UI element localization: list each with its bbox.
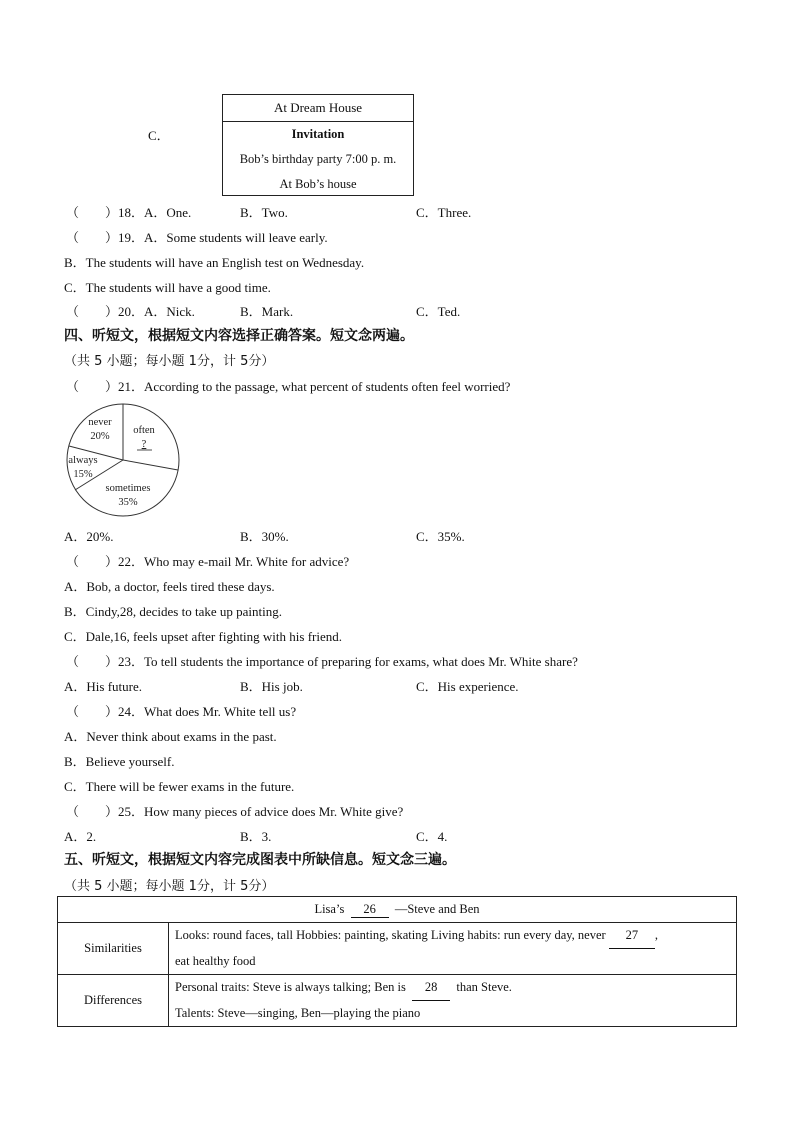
invitation-card bbox=[222, 94, 414, 196]
invitation-header: At Dream House bbox=[223, 95, 413, 122]
differences-label: Differences bbox=[58, 975, 169, 1027]
q23-option-c: C．His experience. bbox=[416, 679, 519, 694]
q21-option-b: B．30%. bbox=[240, 529, 289, 544]
differences-text-c: Talents: Steve—singing, Ben—playing the piano bbox=[175, 1006, 421, 1020]
q24-option-b: B．Believe yourself. bbox=[64, 754, 175, 769]
q18-option-c: C．Three. bbox=[416, 205, 472, 220]
pie-label-often: often bbox=[133, 425, 155, 436]
differences-text-a: Personal traits: Steve is always talking; Ben is bbox=[175, 980, 406, 994]
differences-content bbox=[169, 975, 737, 1027]
table-row-similarities bbox=[58, 923, 737, 975]
q24-stem: （ ）24．What does Mr. White tell us? bbox=[66, 704, 297, 719]
section4-title: 四、听短文，根据短文内容选择正确答案。短文念两遍。 bbox=[64, 328, 414, 344]
similarities-content: Looks: round faces, tall Hobbies: painting, skating Living habits: run every day, never 27 , eat healthy food bbox=[169, 923, 737, 975]
similarities-label: Similarities bbox=[58, 923, 169, 975]
q23-option-b: B．His job. bbox=[240, 679, 303, 694]
q22-option-a: A．Bob, a doctor, feels tired these days. bbox=[64, 579, 275, 594]
q18-option-b: B．Two. bbox=[240, 205, 288, 220]
q22-option-b: B．Cindy,28, decides to take up painting. bbox=[64, 604, 282, 619]
pie-value-often: ? bbox=[141, 439, 147, 450]
table-header-pre: Lisa’s bbox=[314, 901, 345, 916]
section5-title: 五、听短文，根据短文内容完成图表中所缺信息。短文念三遍。 bbox=[64, 852, 456, 868]
similarities-text-b: eat healthy food bbox=[175, 954, 256, 968]
pie-value-sometimes: 35% bbox=[118, 497, 138, 508]
invitation-line2: At Bob’s house bbox=[279, 177, 357, 191]
differences-text-b: than Steve. bbox=[456, 980, 512, 994]
q22-option-c: C．Dale,16, feels upset after fighting with his friend. bbox=[64, 629, 342, 644]
section5-subtitle: （共 5 小题；每小题 1分，计 5分） bbox=[64, 879, 275, 894]
q24-option-c: C．There will be fewer exams in the future. bbox=[64, 779, 295, 794]
table-header-row bbox=[58, 897, 737, 923]
q24-option-a: A．Never think about exams in the past. bbox=[64, 729, 277, 744]
comparison-table bbox=[57, 896, 737, 1027]
q18-stem: （ ）18．A．One. bbox=[66, 205, 192, 220]
pie-label-sometimes: sometimes bbox=[105, 483, 151, 494]
q21-option-c: C．35%. bbox=[416, 529, 465, 544]
q19-option-c: C．The students will have a good time. bbox=[64, 280, 271, 295]
q19-stem: （ ）19．A．Some students will leave early. bbox=[66, 230, 328, 245]
table-header-cell bbox=[58, 897, 737, 923]
invitation-line1: Bob’s birthday party 7:00 p. m. bbox=[239, 152, 397, 166]
q21-option-a: A．20%. bbox=[64, 529, 114, 544]
q25-option-c: C．4. bbox=[416, 829, 448, 844]
pie-label-always: always bbox=[68, 455, 98, 466]
q21-stem: （ ）21．According to the passage, what percent of students often feel worried? bbox=[66, 379, 511, 394]
table-row-differences bbox=[58, 975, 737, 1027]
worry-pie-chart bbox=[64, 402, 182, 518]
q25-stem: （ ）25．How many pieces of advice does Mr. White give? bbox=[66, 804, 404, 819]
section4-subtitle: （共 5 小题；每小题 1分，计 5分） bbox=[64, 354, 275, 369]
q23-stem: （ ）23．To tell students the importance of preparing for exams, what does Mr. White share? bbox=[66, 654, 578, 669]
q20-option-c: C．Ted. bbox=[416, 304, 461, 319]
pie-label-never: never bbox=[88, 417, 112, 428]
blank-27: 27 bbox=[609, 923, 655, 949]
q22-stem: （ ）22．Who may e-mail Mr. White for advice? bbox=[66, 554, 350, 569]
pie-value-always: 15% bbox=[73, 469, 93, 480]
invitation-title: Invitation bbox=[291, 127, 345, 141]
table-header-post: —Steve and Ben bbox=[394, 901, 480, 916]
q20-stem: （ ）20．A．Nick. bbox=[66, 304, 195, 319]
blank-28: 28 bbox=[412, 975, 450, 1001]
q23-option-a: A．His future. bbox=[64, 679, 142, 694]
q25-option-b: B．3. bbox=[240, 829, 272, 844]
q19-option-b: B．The students will have an English test on Wednesday. bbox=[64, 255, 365, 270]
q20-option-b: B．Mark. bbox=[240, 304, 294, 319]
similarities-text-a: Looks: round faces, tall Hobbies: painting, skating Living habits: run every day, never bbox=[175, 928, 606, 942]
blank-26: 26 bbox=[351, 902, 389, 918]
q25-option-a: A．2. bbox=[64, 829, 97, 844]
option-c-label: C． bbox=[148, 128, 170, 143]
pie-value-never: 20% bbox=[90, 431, 110, 442]
